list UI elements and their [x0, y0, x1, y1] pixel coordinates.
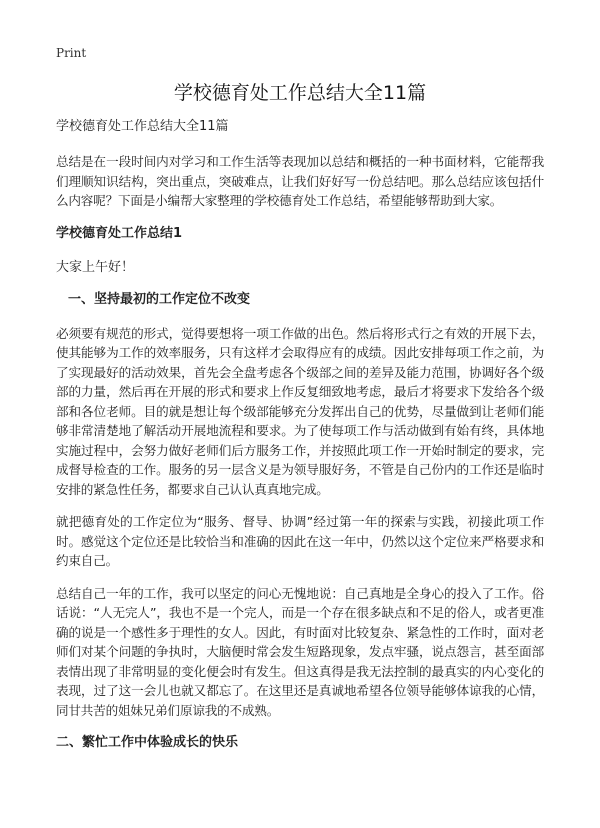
section-title-1: 学校德育处工作总结1 [56, 225, 183, 241]
paragraph-2: 就把德育处的工作定位为“服务、督导、协调”经过第一年的探索与实践，初接此项工作时。感觉这个定位还是比较恰当和准确的因此在这一年中，仍然以这个定位来严格要求和约束自己。 [56, 514, 544, 568]
heading-1: 一、坚持最初的工作定位不改变 [68, 291, 251, 307]
paragraph-1: 必须要有规范的形式，觉得要想将一项工作做的出色。然后将形式行之有效的开展下去，使其能够为工作的效率服务，只有这样才会取得应有的成绩。因此安排每项工作之前，为了实现最好的活动效果，首先会全盘考虑各个级部之间的差异及能力范围，协调好各个级部的力量，然后再在开展的形式和要求上作反复细致地考虑，最后才将要求下发给各个级部和各位老师。目的就是想让每个级部能够充分发挥出自己的优势，尽量做到让老师们能够非常清楚地了解活动开展地流程和要求。为了使每项工作与活动做到有始有终，具体地实施过程中，会努力做好老师们后方服务工作，并按照此项工作一开始时制定的要求，完成督导检查的工作。服务的另一层含义是为领导服好务，不管是自己份内的工作还是临时安排的紧急性任务，都要求自己认认真真地完成。 [56, 325, 544, 497]
paragraph-3: 总结自己一年的工作，我可以坚定的问心无愧地说：自己真地是全身心的投入了工作。俗话说：“人无完人”，我也不是一个完人，而是一个存在很多缺点和不足的俗人，或者更准确的说是一个感性多于理性的女人。因此，有时面对比较复杂、紧急性的工作时，面对老师们对某个问题的争执时，大脑便时常会发生短路现象，发点牢骚，说点怨言，甚至面部表情出现了非常明显的变化便会时有发生。但这真得是我无法控制的最真实的内心变化的表现，过了这一会儿也就又都忘了。在这里还是真诚地希望各位领导能够体谅我的心情，同甘共苦的姐妹兄弟们原谅我的不成熟。 [56, 585, 544, 718]
heading-2: 二、繁忙工作中体验成长的快乐 [56, 735, 239, 750]
document-title: 学校德育处工作总结大全11篇 [173, 82, 427, 104]
intro-paragraph: 总结是在一段时间内对学习和工作生活等表现加以总结和概括的一种书面材料，它能帮我们理顺知识结构，突出重点，突破难点，让我们好好写一份总结吧。那么总结应该包括什么内容呢？下面是小编帮大家整理的学校德育处工作总结，希望能够帮助到大家。 [56, 154, 544, 208]
print-label[interactable]: Print [56, 46, 87, 60]
document-subtitle: 学校德育处工作总结大全11篇 [56, 119, 229, 134]
greeting-text: 大家上午好！ [56, 259, 135, 275]
